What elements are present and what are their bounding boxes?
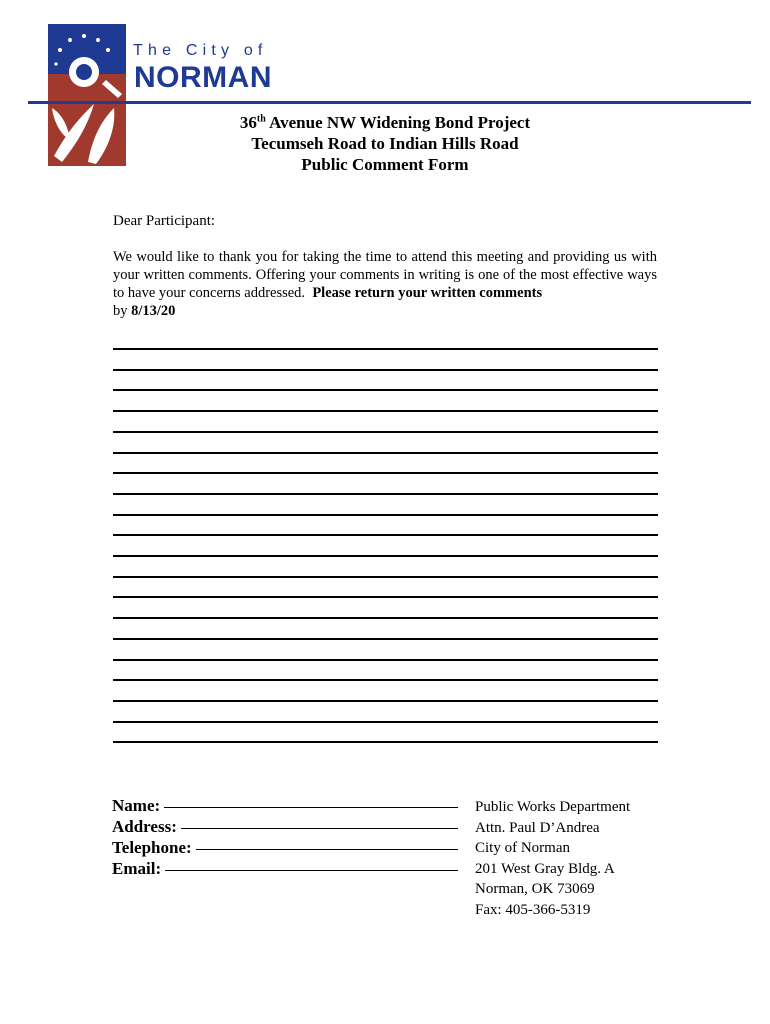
comment-line[interactable] — [113, 534, 658, 536]
contact-field-row — [112, 795, 458, 816]
contact-field-input-line[interactable] — [181, 828, 458, 829]
title-line-3: Public Comment Form — [301, 155, 469, 174]
contact-field-input-line[interactable] — [165, 870, 458, 871]
address-line: Norman, OK 73069 — [475, 881, 595, 897]
comment-line[interactable] — [113, 514, 658, 516]
comment-line[interactable] — [113, 741, 658, 743]
contact-field-input-line[interactable] — [196, 849, 458, 850]
comment-line[interactable] — [113, 596, 658, 598]
comment-line[interactable] — [113, 617, 658, 619]
form-title — [0, 112, 770, 175]
comment-line[interactable] — [113, 555, 658, 557]
contact-field-label: Name: — [112, 796, 161, 815]
comment-line[interactable] — [113, 431, 658, 433]
contact-field-label: Address: — [112, 817, 177, 836]
comment-line[interactable] — [113, 721, 658, 723]
header-rule — [28, 101, 751, 104]
contact-field-row — [112, 837, 458, 858]
comment-line[interactable] — [113, 348, 658, 350]
comment-line[interactable] — [113, 369, 658, 371]
comment-line[interactable] — [113, 493, 658, 495]
intro-paragraph: We would like to thank you for taking the time to attend this meeting and providing us with your written comments. Offering your comments in writing is one of the most effective ways to have your concerns addressed. Please return your written comments by 8/13/20 — [113, 249, 657, 319]
comment-line[interactable] — [113, 410, 658, 412]
title-line-2: Tecumseh Road to Indian Hills Road — [251, 134, 519, 153]
comment-line[interactable] — [113, 452, 658, 454]
return-address-block — [475, 797, 630, 920]
salutation: Dear Participant: — [113, 213, 216, 229]
comment-lines-area[interactable] — [113, 340, 658, 770]
comment-line[interactable] — [113, 638, 658, 640]
contact-fields — [112, 795, 458, 879]
deadline-instruction: Please return your written comments — [312, 285, 543, 301]
comment-line[interactable] — [113, 700, 658, 702]
contact-field-row — [112, 858, 458, 879]
comment-line[interactable] — [113, 659, 658, 661]
contact-field-input-line[interactable] — [164, 807, 458, 808]
comment-line[interactable] — [113, 679, 658, 681]
deadline-by: by — [113, 303, 128, 319]
address-line: 201 West Gray Bldg. A — [475, 860, 615, 877]
title-line-1: 36th Avenue NW Widening Bond Project — [239, 113, 531, 132]
contact-field-label: Telephone: — [112, 838, 192, 857]
address-line: Fax: 405-366-5319 — [475, 901, 591, 918]
logo-norman-text: NORMAN — [134, 61, 272, 94]
deadline-date: 8/13/20 — [131, 303, 176, 319]
comment-line[interactable] — [113, 472, 658, 474]
address-line: City of Norman — [475, 840, 570, 856]
comment-line[interactable] — [113, 389, 658, 391]
address-line: Attn. Paul D’Andrea — [475, 819, 600, 836]
comment-line[interactable] — [113, 576, 658, 578]
logo-city-of-text: The City of — [133, 42, 268, 59]
contact-field-label: Email: — [112, 859, 162, 878]
address-line: Public Works Department — [475, 799, 631, 815]
contact-field-row — [112, 816, 458, 837]
